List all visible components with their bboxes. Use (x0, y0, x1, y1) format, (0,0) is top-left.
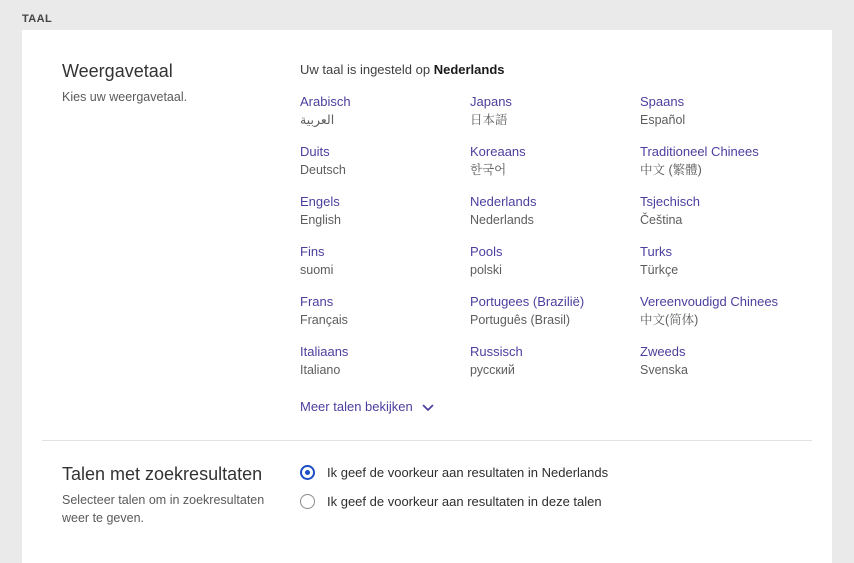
search-languages-info (42, 463, 300, 527)
language-option[interactable] (300, 243, 470, 279)
search-languages-panel (22, 441, 832, 557)
language-option[interactable] (300, 93, 470, 129)
current-language-prefix: Uw taal is ingesteld op (300, 62, 431, 77)
display-language-panel (22, 30, 832, 430)
language-name-link[interactable]: Frans (300, 294, 334, 309)
language-option[interactable] (470, 293, 640, 329)
language-native-name: suomi (300, 263, 334, 277)
search-languages-title: Talen met zoekresultaten (62, 464, 263, 484)
language-native-name: 한국어 (470, 163, 507, 177)
display-language-title: Weergavetaal (62, 61, 173, 81)
language-native-name: 日本語 (470, 113, 508, 127)
language-name-link[interactable]: Tsjechisch (640, 194, 700, 209)
language-native-name: Français (300, 313, 348, 327)
language-grid (300, 93, 840, 379)
language-name-link[interactable]: Fins (300, 244, 325, 259)
language-name-link[interactable]: Russisch (470, 344, 523, 359)
language-option[interactable] (300, 343, 470, 379)
language-option[interactable] (470, 143, 640, 179)
language-native-name: polski (470, 263, 502, 277)
radio-button-selected-icon[interactable] (300, 465, 315, 480)
language-option[interactable] (640, 93, 840, 129)
language-option[interactable] (640, 293, 840, 329)
language-name-link[interactable]: Pools (470, 244, 503, 259)
language-name-link[interactable]: Italiaans (300, 344, 349, 359)
language-option[interactable] (640, 343, 840, 379)
language-native-name: Türkçe (640, 263, 679, 277)
language-option[interactable] (640, 143, 840, 179)
language-name-link[interactable]: Koreaans (470, 144, 526, 159)
language-native-name: English (300, 213, 341, 227)
language-name-link[interactable]: Engels (300, 194, 340, 209)
radio-option-label: Ik geef de voorkeur aan resultaten in deze talen (327, 494, 602, 509)
display-language-options (300, 60, 840, 414)
radio-button-unselected-icon[interactable] (300, 494, 315, 509)
language-option[interactable] (470, 193, 640, 229)
language-option[interactable] (300, 293, 470, 329)
language-name-link[interactable]: Traditioneel Chinees (640, 144, 759, 159)
language-name-link[interactable]: Duits (300, 144, 330, 159)
language-name-link[interactable]: Nederlands (470, 194, 537, 209)
language-name-link[interactable]: Japans (470, 94, 512, 109)
language-name-link[interactable]: Arabisch (300, 94, 351, 109)
language-native-name: Deutsch (300, 163, 346, 177)
chevron-down-icon (422, 402, 434, 414)
language-native-name: Italiano (300, 363, 341, 377)
language-native-name: 中文(简体) (640, 313, 699, 327)
display-language-subtitle: Kies uw weergavetaal. (62, 90, 188, 104)
search-languages-subtitle: Selecteer talen om in zoekresultaten weer te geven. (62, 493, 265, 525)
current-language-status (300, 62, 840, 77)
language-native-name: русский (470, 363, 515, 377)
language-native-name: Svenska (640, 363, 688, 377)
language-option[interactable] (640, 193, 840, 229)
language-native-name: 中文 (繁體) (640, 163, 702, 177)
language-option[interactable] (300, 143, 470, 179)
language-native-name: Čeština (640, 213, 683, 227)
language-native-name: Português (Brasil) (470, 313, 571, 327)
display-language-info (42, 60, 300, 414)
language-option[interactable] (470, 343, 640, 379)
settings-card (22, 30, 832, 563)
language-option[interactable] (470, 243, 640, 279)
language-native-name: العربية (300, 113, 335, 127)
language-option[interactable] (300, 193, 470, 229)
radio-option-preferred-dutch[interactable] (300, 465, 810, 480)
language-name-link[interactable]: Zweeds (640, 344, 686, 359)
more-languages-button[interactable] (300, 399, 434, 414)
language-option[interactable] (640, 243, 840, 279)
language-native-name: Español (640, 113, 686, 127)
language-name-link[interactable]: Turks (640, 244, 673, 259)
language-option[interactable] (470, 93, 640, 129)
radio-option-label: Ik geef de voorkeur aan resultaten in Nederlands (327, 465, 609, 480)
section-label: TAAL (22, 13, 53, 25)
language-name-link[interactable]: Spaans (640, 94, 685, 109)
current-language-value: Nederlands (433, 62, 505, 77)
more-languages-label: Meer talen bekijken (300, 399, 413, 414)
search-languages-options (300, 463, 810, 527)
language-name-link[interactable]: Vereenvoudigd Chinees (640, 294, 779, 309)
language-name-link[interactable]: Portugees (Brazilië) (470, 294, 585, 309)
radio-option-preferred-these-languages[interactable] (300, 494, 810, 509)
language-native-name: Nederlands (470, 213, 534, 227)
